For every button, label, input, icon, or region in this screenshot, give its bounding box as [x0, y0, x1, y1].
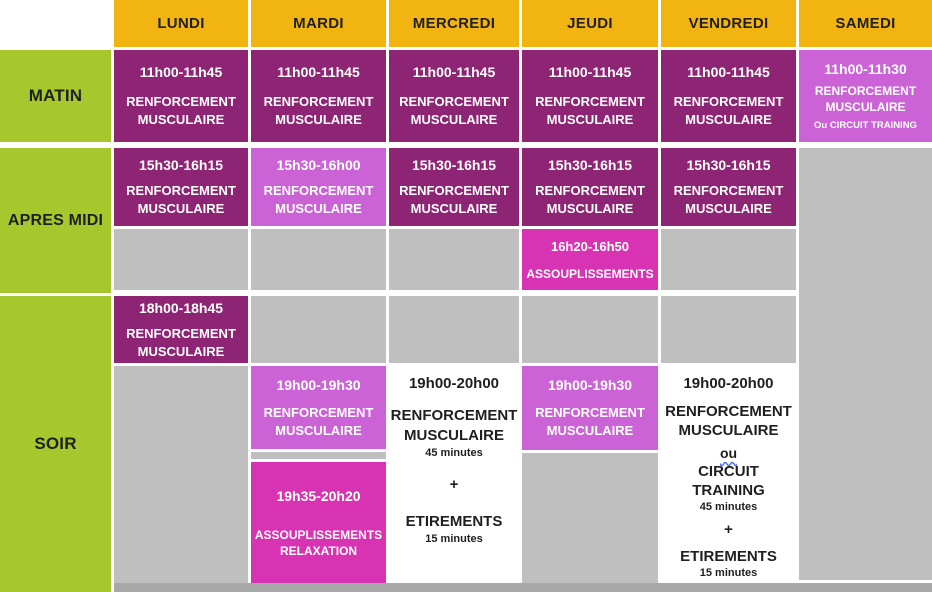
day-header-label: SAMEDI [835, 15, 896, 32]
session-activity: RENFORCEMENT MUSCULAIRE [673, 94, 784, 127]
session-time: 19h00-20h00 [683, 375, 774, 392]
session-time: 15h30-16h15 [138, 157, 224, 173]
day-header-mardi [251, 0, 386, 47]
empty-slot-apres-midi-vendredi [661, 229, 796, 290]
plus-separator: + [449, 476, 459, 493]
session-time: 19h00-19h30 [276, 376, 361, 393]
session-activity: RENFORCEMENT MUSCULAIRE [263, 404, 374, 438]
day-header-label: MARDI [293, 15, 344, 32]
empty-slot-soir-vendredi [661, 296, 796, 363]
session-cell-soir-jeudi [522, 366, 658, 450]
session-activity: RENFORCEMENT MUSCULAIRE [390, 407, 518, 444]
period-label-text: APRES MIDI [7, 211, 104, 229]
session-cell-matin-mardi [251, 50, 386, 142]
empty-slot-soir-jeudi [522, 296, 658, 363]
empty-slot-soir-mardi [251, 296, 386, 363]
period-label-text: MATIN [28, 86, 83, 105]
session-time: 11h00-11h45 [687, 64, 770, 80]
session-activity: RENFORCEMENT MUSCULAIRE [535, 183, 645, 216]
session-cell-soir-mardi-late [251, 462, 386, 583]
session-activity: RENFORCEMENT MUSCULAIRE [665, 403, 792, 439]
period-label-apres-midi [0, 148, 111, 293]
empty-slot-soir-lundi-late [114, 366, 248, 583]
session-cell-matin-lundi [114, 50, 248, 142]
session-time: 11h00-11h45 [412, 64, 496, 80]
plus-separator: + [724, 521, 733, 538]
session-time: 11h00-11h45 [277, 64, 360, 80]
day-header-label: MERCREDI [412, 15, 496, 32]
session-time: 11h00-11h30 [824, 61, 907, 77]
bottom-strip-row [114, 583, 932, 592]
period-label-soir [0, 296, 111, 592]
session-cell-apres-midi-mercredi [389, 148, 519, 226]
empty-slot-apres-midi-mardi [251, 229, 386, 290]
session-duration: 45 minutes [699, 501, 758, 513]
day-header-jeudi [522, 0, 658, 47]
session-activity: CIRCUIT TRAINING [692, 463, 765, 499]
session-cell-matin-mercredi [389, 50, 519, 142]
day-header-label: JEUDI [567, 15, 613, 32]
session-cell-apres-midi-mardi [251, 148, 386, 226]
session-cell-soir-vendredi [661, 366, 796, 583]
session-activity: ETIREMENTS [680, 548, 777, 565]
period-label-text: SOIR [34, 434, 77, 453]
session-time: 15h30-16h15 [411, 157, 497, 173]
session-activity: RENFORCEMENT MUSCULAIRE [535, 405, 645, 438]
empty-slot-apres-midi-lundi [114, 229, 248, 290]
session-activity: RENFORCEMENT MUSCULAIRE [126, 94, 236, 127]
session-time: 19h00-20h00 [408, 375, 500, 392]
session-time: 16h20-16h50 [550, 238, 630, 254]
session-cell-apres-midi-vendredi [661, 148, 796, 226]
session-duration: 45 minutes [425, 447, 483, 459]
session-cell-soir-mercredi [389, 366, 519, 583]
session-activity: RENFORCEMENT MUSCULAIRE [126, 183, 236, 216]
session-cell-soir-lundi [114, 296, 248, 363]
period-label-matin [0, 50, 111, 142]
session-cell-matin-samedi [799, 50, 932, 142]
session-cell-matin-jeudi [522, 50, 658, 142]
session-activity: RENFORCEMENT MUSCULAIRE [399, 183, 509, 216]
session-activity: RENFORCEMENT MUSCULAIRE [814, 84, 917, 114]
session-activity: RENFORCEMENT MUSCULAIRE [535, 94, 645, 127]
session-time: 15h30-16h15 [547, 157, 633, 173]
session-duration: 15 minutes [699, 567, 758, 579]
session-activity: RENFORCEMENT MUSCULAIRE [399, 94, 509, 127]
empty-slot-soir-jeudi-late [522, 453, 658, 583]
session-time: 11h00-11h45 [139, 64, 223, 80]
session-activity: ASSOUPLISSEMENTS RELAXATION [254, 527, 383, 558]
session-activity: RENFORCEMENT MUSCULAIRE [126, 325, 236, 359]
empty-slot-soir-mercredi [389, 296, 519, 363]
session-activity: RENFORCEMENT MUSCULAIRE [673, 183, 784, 216]
session-activity: RENFORCEMENT MUSCULAIRE [263, 94, 374, 127]
session-time: 11h00-11h45 [548, 64, 632, 80]
session-cell-apres-midi-jeudi-late [522, 229, 658, 290]
session-note: Ou CIRCUIT TRAINING [814, 120, 917, 131]
session-cell-soir-mardi-early [251, 366, 386, 449]
day-header-mercredi [389, 0, 519, 47]
session-time: 18h00-18h45 [138, 299, 224, 316]
day-header-vendredi [661, 0, 796, 47]
session-activity: ASSOUPLISSEMENTS [526, 266, 654, 281]
day-header-label: LUNDI [157, 15, 205, 32]
empty-slot-soir-mardi-gap [251, 452, 386, 459]
empty-slot-apres-midi-mercredi [389, 229, 519, 290]
day-header-lundi [114, 0, 248, 47]
day-header-label: VENDREDI [688, 15, 769, 32]
day-header-samedi [799, 0, 932, 47]
session-time: 15h30-16h15 [686, 157, 771, 173]
empty-slot-samedi [799, 148, 932, 580]
session-activity: RENFORCEMENT MUSCULAIRE [263, 183, 374, 216]
session-activity: ETIREMENTS [405, 513, 503, 530]
session-cell-matin-vendredi [661, 50, 796, 142]
session-time: 19h00-19h30 [547, 377, 633, 393]
session-cell-apres-midi-jeudi [522, 148, 658, 226]
or-word: ou [719, 445, 738, 461]
session-time: 15h30-16h00 [276, 157, 361, 173]
session-cell-apres-midi-lundi [114, 148, 248, 226]
session-time: 19h35-20h20 [276, 487, 361, 504]
session-duration: 15 minutes [425, 533, 483, 545]
